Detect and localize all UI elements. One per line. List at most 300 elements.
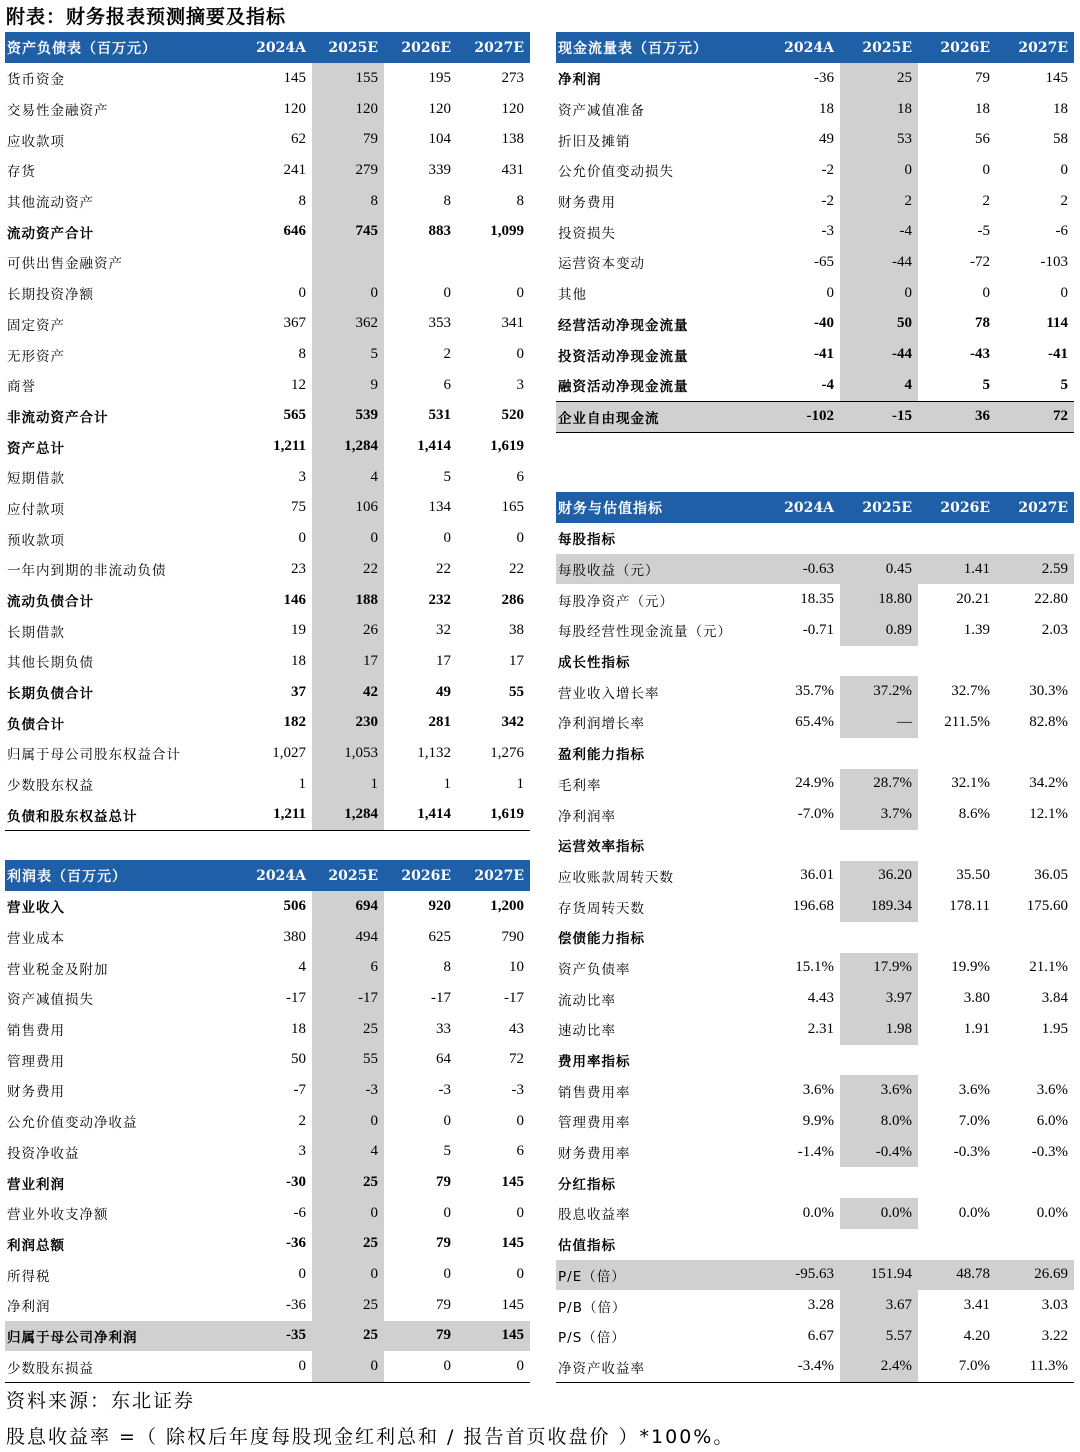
table-header-row [5, 32, 530, 63]
cell-value: 279 [312, 155, 384, 186]
cell-value: 745 [312, 216, 384, 247]
cell-value: 4 [298, 959, 306, 976]
cell-value: 1.91 [963, 1020, 990, 1037]
table-row [5, 462, 530, 493]
table-row [5, 738, 530, 769]
cell-value: 2.59 [996, 554, 1074, 585]
cell-value: 8 [516, 192, 524, 209]
cell-value: 1.98 [840, 1014, 918, 1045]
cell-value: -17 [504, 989, 524, 1006]
cell-value [766, 1167, 840, 1198]
table-row [5, 1229, 530, 1260]
cell-value [996, 830, 1074, 861]
row-label: 资产减值准备 [558, 103, 645, 120]
cell-value: 3.84 [1041, 990, 1068, 1007]
cell-value: 6 [312, 952, 384, 983]
row-label: 每股经营性现金流量（元） [558, 624, 732, 641]
income-statement-table [5, 860, 530, 1383]
cell-value: 17 [436, 652, 451, 669]
table-row [5, 1137, 530, 1168]
year-header: 2026E [384, 860, 457, 891]
cell-value: 0 [516, 284, 524, 301]
indicators-table [556, 492, 1074, 1383]
row-label: 销售费用率 [558, 1084, 631, 1101]
cell-value: 6.0% [1036, 1112, 1068, 1129]
cell-value: 353 [428, 315, 451, 332]
table-row [5, 186, 530, 217]
cell-value: -17 [431, 989, 451, 1006]
cell-value: 134 [428, 499, 451, 516]
cell-value: -72 [970, 253, 990, 270]
cell-value: 1,414 [384, 800, 457, 831]
table-header-row [556, 32, 1074, 63]
cell-value: 1 [443, 775, 451, 792]
cell-value: 56 [975, 131, 990, 148]
table-row [556, 278, 1074, 309]
cell-value: -44 [840, 247, 918, 278]
cash-flow-panel [556, 32, 1074, 433]
table-row [556, 370, 1074, 401]
cell-value: 2 [840, 186, 918, 217]
cell-value: 38 [509, 622, 524, 639]
table-row [556, 1075, 1074, 1106]
table-row [556, 861, 1074, 892]
cell-value: 362 [312, 309, 384, 340]
cell-value: -40 [814, 315, 834, 332]
year-header: 2027E [996, 492, 1074, 523]
cell-value: 175.60 [1026, 898, 1068, 915]
cell-value: 367 [283, 315, 306, 332]
cell-value: -0.3% [1031, 1143, 1068, 1160]
cell-value: -35 [240, 1321, 312, 1352]
table-row [5, 952, 530, 983]
cell-value: 9.9% [802, 1112, 834, 1129]
cell-value: -3 [821, 223, 834, 240]
cell-value: 1,211 [273, 438, 306, 455]
cell-value [766, 523, 840, 554]
cell-value [840, 922, 918, 953]
cell-value: 12 [291, 376, 306, 393]
cell-value: 531 [428, 407, 451, 424]
table-row [556, 63, 1074, 94]
row-label: 财务费用 [7, 1084, 65, 1101]
cell-value: -44 [840, 339, 918, 370]
row-label: 商誉 [7, 379, 36, 396]
row-label: 折旧及摊销 [558, 133, 631, 150]
row-label: 应收账款周转天数 [558, 869, 674, 886]
table-row [5, 646, 530, 677]
cell-value: 0 [840, 155, 918, 186]
row-label: 营业收入 [7, 900, 65, 917]
table-header-row [5, 860, 530, 891]
cell-value: 341 [501, 315, 524, 332]
row-label: 一年内到期的非流动负债 [7, 563, 167, 580]
cell-value: 1,200 [490, 897, 524, 914]
cell-value: -41 [1048, 346, 1068, 363]
cell-value: 12.1% [1029, 806, 1068, 823]
table-header-label: 利润表（百万元） [5, 860, 240, 891]
cell-value: 75 [291, 499, 306, 516]
cell-value: -4 [840, 216, 918, 247]
cell-value: 920 [428, 897, 451, 914]
cell-value: -0.3% [953, 1143, 990, 1160]
cell-value [918, 830, 996, 861]
dividend-yield-footnote: 股息收益率 =（ 除权后年度每股现金红利总和 / 报告首页收盘价 ）*100%。 [6, 1426, 735, 1448]
cell-value: -17 [286, 989, 306, 1006]
cell-value: 0 [1060, 161, 1068, 178]
cell-value: -30 [286, 1174, 306, 1191]
cell-value: 2 [298, 1112, 306, 1129]
table-row [556, 309, 1074, 340]
row-label: 长期借款 [7, 624, 65, 641]
cell-value: 48.78 [918, 1260, 996, 1291]
cell-value: 43 [509, 1020, 524, 1037]
cell-value: 32.7% [951, 683, 990, 700]
cell-value: 155 [312, 63, 384, 94]
table-row [556, 891, 1074, 922]
cell-value: -6 [293, 1204, 306, 1221]
row-label: 融资活动净现金流量 [558, 379, 689, 396]
row-label: 估值指标 [558, 1238, 616, 1255]
cell-value: 0 [1060, 284, 1068, 301]
row-label: 无形资产 [7, 348, 65, 365]
cell-value: 1,053 [312, 738, 384, 769]
table-row [5, 247, 530, 278]
cell-value: -2 [821, 161, 834, 178]
row-label: 固定资产 [7, 317, 65, 334]
cell-value: 230 [312, 707, 384, 738]
cell-value: 189.34 [840, 891, 918, 922]
cell-value: 431 [501, 161, 524, 178]
cell-value: 3.6% [840, 1075, 918, 1106]
cell-value: 35.7% [795, 683, 834, 700]
cell-value: 2.4% [840, 1352, 918, 1383]
cell-value: 2 [982, 192, 990, 209]
table-row [5, 370, 530, 401]
cell-value: -36 [286, 1296, 306, 1313]
cell-value: 883 [428, 223, 451, 240]
cell-value [996, 922, 1074, 953]
table-row [556, 1260, 1074, 1291]
row-label: 盈利能力指标 [558, 747, 645, 764]
cell-value: 53 [840, 124, 918, 155]
cell-value [918, 523, 996, 554]
cell-value: 0 [312, 1106, 384, 1137]
cell-value: 506 [283, 897, 306, 914]
cell-value: 36.20 [840, 861, 918, 892]
cell-value: 0.45 [840, 554, 918, 585]
cell-value: 23 [291, 560, 306, 577]
cell-value: 1,211 [240, 800, 312, 831]
cell-value: 8 [443, 959, 451, 976]
cell-value: -0.71 [802, 621, 834, 638]
row-label: 公允价值变动损失 [558, 164, 674, 181]
cell-value: 120 [312, 94, 384, 125]
cell-value: 1,414 [417, 438, 451, 455]
cell-value: -6 [1055, 223, 1068, 240]
cell-value [766, 830, 840, 861]
row-label: 公允价值变动净收益 [7, 1115, 138, 1132]
cell-value [766, 646, 840, 677]
row-label: 每股收益（元） [556, 554, 766, 585]
cell-value: 50 [291, 1051, 306, 1068]
row-label: 资产减值损失 [7, 992, 94, 1009]
cell-value: 18.35 [800, 591, 834, 608]
table-row [556, 1045, 1074, 1076]
row-label: 流动负债合计 [7, 594, 94, 611]
cell-value: 195 [428, 69, 451, 86]
cell-value: 145 [501, 1296, 524, 1313]
cell-value [384, 247, 457, 278]
cell-value: 1 [312, 769, 384, 800]
cell-value: 8 [298, 346, 306, 363]
cell-value: 32 [436, 622, 451, 639]
cell-value: 3.28 [807, 1297, 834, 1314]
cell-value [840, 646, 918, 677]
balance-sheet-table [5, 32, 530, 831]
cell-value [840, 1229, 918, 1260]
cell-value: 0 [384, 1351, 457, 1382]
cell-value: 18 [1053, 100, 1068, 117]
cell-value: 0 [312, 278, 384, 309]
cell-value: 145 [501, 1174, 524, 1191]
cell-value: 19.9% [951, 959, 990, 976]
cell-value: 1,619 [457, 800, 530, 831]
cell-value: 1.95 [1041, 1020, 1068, 1037]
row-label: 存货 [7, 164, 36, 181]
row-label: 流动资产合计 [7, 225, 94, 242]
page-title: 附表：财务报表预测摘要及指标 [6, 6, 287, 28]
table-row [5, 155, 530, 186]
table-row [5, 1075, 530, 1106]
cell-value: 4.43 [807, 990, 834, 1007]
table-row [5, 1290, 530, 1321]
table-row [5, 1259, 530, 1290]
cell-value [240, 247, 312, 278]
cell-value: 79 [436, 1235, 451, 1252]
cell-value: 1,099 [490, 223, 524, 240]
cell-value: 1.39 [963, 621, 990, 638]
row-label: 负债合计 [7, 716, 65, 733]
table-row [556, 155, 1074, 186]
cell-value: 790 [501, 928, 524, 945]
cell-value: 188 [312, 585, 384, 616]
cell-value: 565 [283, 407, 306, 424]
row-label: 偿债能力指标 [558, 931, 645, 948]
row-label: 毛利率 [558, 777, 602, 794]
cell-value: 79 [312, 124, 384, 155]
table-row [5, 63, 530, 94]
cell-value: 520 [501, 407, 524, 424]
cell-value: 35.50 [956, 867, 990, 884]
cell-value: 273 [501, 69, 524, 86]
cell-value: -0.4% [840, 1137, 918, 1168]
cell-value: 22 [509, 560, 524, 577]
cell-value: 1,619 [490, 438, 524, 455]
cell-value: 26.69 [996, 1260, 1074, 1291]
income-statement-panel [5, 860, 530, 1383]
cell-value: 79 [436, 1296, 451, 1313]
table-row [5, 124, 530, 155]
cell-value: 1,284 [312, 800, 384, 831]
cell-value: 55 [312, 1044, 384, 1075]
cell-value: 17.9% [840, 953, 918, 984]
row-label: 货币资金 [7, 72, 65, 89]
cell-value: 17 [509, 652, 524, 669]
row-label: P/E（倍） [556, 1260, 766, 1291]
cell-value: 120 [428, 100, 451, 117]
row-label: 少数股东权益 [7, 778, 94, 795]
cell-value: 4.20 [963, 1327, 990, 1344]
row-label: 每股净资产（元） [558, 593, 674, 610]
cell-value: 0 [312, 1259, 384, 1290]
cell-value: 19 [291, 622, 306, 639]
year-header: 2026E [384, 32, 457, 63]
row-label: 归属于母公司净利润 [5, 1321, 240, 1352]
table-row [5, 431, 530, 462]
cell-value: 8 [312, 186, 384, 217]
cell-value [840, 523, 918, 554]
table-row [5, 1044, 530, 1075]
cell-value: -7.0% [797, 806, 834, 823]
cell-value: 28.7% [840, 769, 918, 800]
cell-value: -2 [821, 192, 834, 209]
table-row [556, 186, 1074, 217]
cell-value: 3 [298, 468, 306, 485]
cell-value: 5 [312, 339, 384, 370]
cell-value: 5 [982, 376, 990, 393]
cell-value: 0 [982, 161, 990, 178]
cell-value: 539 [312, 401, 384, 432]
cell-value: 3.41 [963, 1297, 990, 1314]
cell-value: -0.63 [766, 554, 840, 585]
source-note: 资料来源：东北证券 [6, 1390, 196, 1412]
cell-value: 37.2% [840, 676, 918, 707]
cell-value: 34.2% [1029, 775, 1068, 792]
cell-value [918, 738, 996, 769]
cell-value: 646 [283, 223, 306, 240]
cell-value: 114 [1046, 315, 1068, 332]
cell-value: -17 [312, 983, 384, 1014]
cell-value: 104 [428, 131, 451, 148]
year-header: 2027E [457, 860, 530, 891]
cell-value: -3 [312, 1075, 384, 1106]
table-row [556, 1198, 1074, 1229]
indicators-panel [556, 492, 1074, 1383]
cell-value: 37 [291, 683, 306, 700]
table-row [556, 1167, 1074, 1198]
cell-value [996, 523, 1074, 554]
cell-value: 25 [312, 1167, 384, 1198]
row-label: 运营资本变动 [558, 256, 645, 273]
cash-flow-table [556, 32, 1074, 433]
cell-value: 18 [291, 1020, 306, 1037]
table-row [556, 1014, 1074, 1045]
table-row [556, 983, 1074, 1014]
table-row [5, 1167, 530, 1198]
cell-value [457, 247, 530, 278]
row-label: 成长性指标 [558, 655, 631, 672]
cell-value [840, 830, 918, 861]
cell-value: 281 [428, 714, 451, 731]
cell-value [840, 1045, 918, 1076]
cell-value: 241 [283, 161, 306, 178]
cell-value: 20.21 [956, 591, 990, 608]
table-row [556, 216, 1074, 247]
cell-value [996, 1229, 1074, 1260]
cell-value: 42 [312, 677, 384, 708]
table-row [5, 922, 530, 953]
cell-value: 25 [840, 63, 918, 94]
cell-value [766, 1045, 840, 1076]
row-label: 流动比率 [558, 992, 616, 1009]
cell-value: 65.4% [795, 713, 834, 730]
cell-value: 1,276 [490, 744, 524, 761]
cell-value: 0 [516, 346, 524, 363]
row-label: 长期投资净额 [7, 287, 94, 304]
cell-value: 2 [443, 346, 451, 363]
cell-value: 0 [516, 1266, 524, 1283]
table-row [5, 769, 530, 800]
table-row [5, 1351, 530, 1382]
cell-value: 4 [312, 1137, 384, 1168]
table-row [5, 216, 530, 247]
cell-value: 625 [428, 928, 451, 945]
cell-value: 9 [312, 370, 384, 401]
cell-value: 26 [312, 615, 384, 646]
cell-value: 0 [443, 1204, 451, 1221]
table-row [556, 584, 1074, 615]
cell-value: 5.57 [840, 1321, 918, 1352]
row-label: 财务费用率 [558, 1146, 631, 1163]
cell-value: 0 [443, 1266, 451, 1283]
table-row [5, 309, 530, 340]
table-row [556, 738, 1074, 769]
cell-value: 196.68 [792, 898, 834, 915]
row-label: 财务费用 [558, 195, 616, 212]
cell-value: 18 [975, 100, 990, 117]
row-label: 经营活动净现金流量 [558, 317, 689, 334]
cell-value: 36.05 [1034, 867, 1068, 884]
cell-value: 8.0% [840, 1106, 918, 1137]
row-label: 企业自由现金流 [556, 401, 766, 433]
cell-value: -41 [814, 346, 834, 363]
row-label: 交易性金融资产 [7, 103, 109, 120]
row-label: 管理费用 [7, 1053, 65, 1070]
cell-value: 8 [298, 192, 306, 209]
table-row [556, 339, 1074, 370]
cell-value [840, 1167, 918, 1198]
cell-value: 0.89 [840, 615, 918, 646]
table-row [556, 523, 1074, 554]
cell-value: 58 [1053, 131, 1068, 148]
cell-value: 15.1% [795, 959, 834, 976]
table-row [556, 646, 1074, 677]
row-label: 管理费用率 [558, 1115, 631, 1132]
row-label: 利润总额 [7, 1237, 65, 1254]
cell-value: 24.9% [795, 775, 834, 792]
row-label: 其他流动资产 [7, 195, 94, 212]
cell-value: 0 [443, 1112, 451, 1129]
cell-value: 694 [312, 891, 384, 922]
cell-value: 36.01 [800, 867, 834, 884]
year-header: 2024A [766, 32, 840, 63]
cell-value: 211.5% [944, 713, 990, 730]
row-label: 资产总计 [7, 440, 65, 457]
cell-value: 1,284 [312, 431, 384, 462]
cell-value: 0 [516, 530, 524, 547]
cell-value: 0 [443, 530, 451, 547]
